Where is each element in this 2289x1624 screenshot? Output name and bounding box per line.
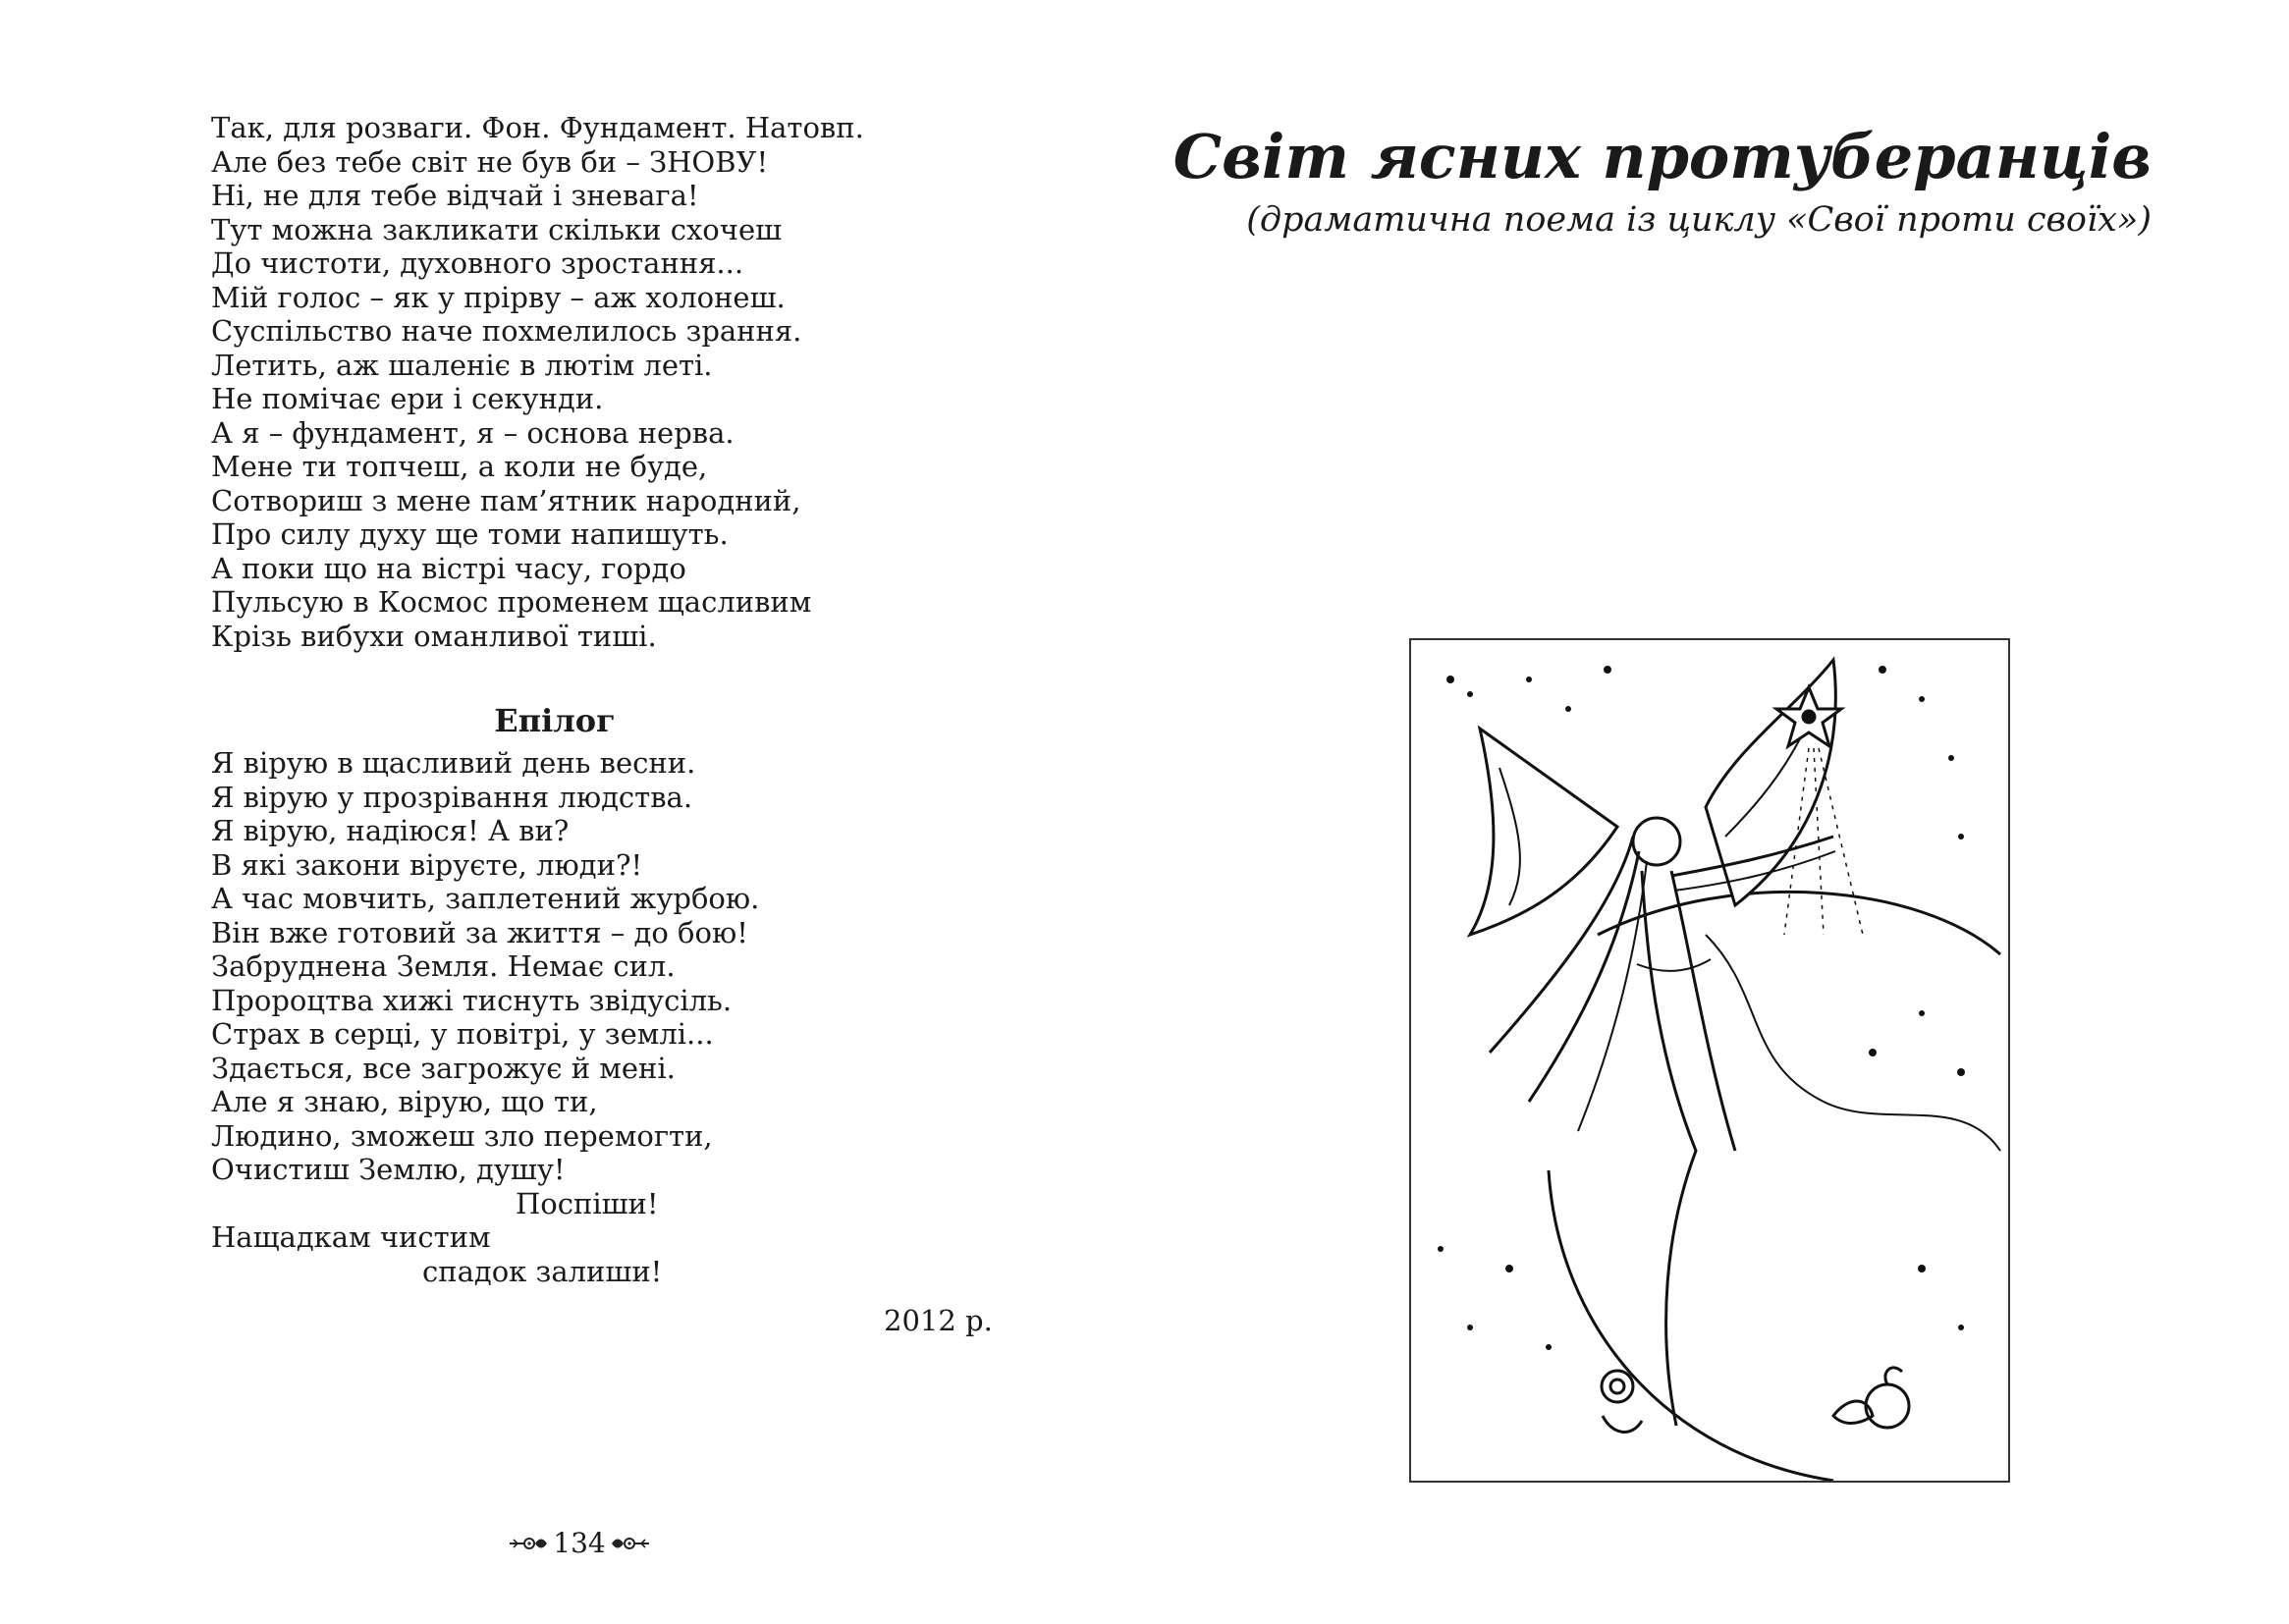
verse-line: Сотвориш з мене пам’ятник народний, [211, 483, 801, 517]
verse-line: Я вірую у прозрівання людства. [211, 780, 693, 814]
verse-line: спадок залиши! [422, 1254, 663, 1288]
verse-line: Крізь вибухи оманливої тиші. [211, 619, 657, 653]
verse-line: Я вірую в щасливий день весни. [211, 746, 696, 780]
verse-line: Пульсую в Космос променем щасливим [211, 585, 812, 619]
verse-line: Мій голос – як у прірву – аж холонеш. [211, 280, 786, 314]
verse-line: Нащадкам чистим [211, 1220, 491, 1254]
verse-line: Не помічає ери і секунди. [211, 382, 604, 415]
verse-line: Суспільство наче похмелилось зрання. [211, 314, 802, 348]
verse-line: Здається, все загрожує й мені. [211, 1051, 676, 1085]
verse-line: Ні, не для тебе відчай і зневага! [211, 179, 699, 212]
verse-line: Так, для розваги. Фон. Фундамент. Натовп. [211, 111, 864, 144]
poem-subtitle: (драматична поема із циклу «Свої проти своїх») [1246, 200, 2152, 240]
verse-line: Я вірую, надіюся! А ви? [211, 814, 570, 847]
verse-line: Тут можна закликати скільки схочеш [211, 212, 783, 246]
verse-line: До чистоти, духовного зростання... [211, 246, 744, 280]
date: 2012 р. [884, 1304, 993, 1337]
left-page [0, 0, 1144, 1624]
verse-line: В які закони віруєте, люди?! [211, 847, 643, 882]
verse-top [211, 111, 864, 653]
verse-line: Але без тебе світ не був би – ЗНОВУ! [211, 144, 769, 179]
verse-line: Очистиш Землю, душу! [211, 1153, 566, 1186]
verse-line: Людино, зможеш зло перемогти, [211, 1118, 713, 1153]
verse-line: Пророцтва хижі тиснуть звідусіль. [211, 983, 733, 1017]
poem-title: Світ ясних протуберанців [1172, 121, 2152, 192]
verse-line: Про силу духу ще томи напишуть. [211, 517, 729, 551]
page-number: 134 [553, 1527, 606, 1559]
verse-line: Страх в серці, у повітрі, у землі... [211, 1017, 714, 1051]
epilog-heading: Епілог [494, 702, 616, 739]
verse-line: Летить, аж шаленіє в лютім леті. [211, 348, 713, 382]
ornament-right-icon [610, 1534, 651, 1553]
page-number-footer [506, 1526, 653, 1561]
verse-line: Мене ти топчеш, а коли не буде, [211, 450, 708, 483]
ornament-left-icon [508, 1534, 549, 1553]
verse-line: А час мовчить, заплетений журбою. [211, 882, 760, 915]
verse-line: Поспіши! [516, 1186, 659, 1220]
verse-line: Забруднена Земля. Немає сил. [211, 949, 676, 983]
right-page [1144, 0, 2289, 1624]
verse-line: А поки що на вістрі часу, гордо [211, 551, 686, 585]
verse-epilog [211, 746, 759, 1288]
angel-over-earth-illustration-icon [1409, 638, 2010, 1483]
verse-line: Він вже готовий за життя – до бою! [211, 915, 748, 949]
verse-line: А я – фундамент, я – основа нерва. [211, 415, 735, 450]
verse-line: Але я знаю, вірую, що ти, [211, 1085, 598, 1118]
